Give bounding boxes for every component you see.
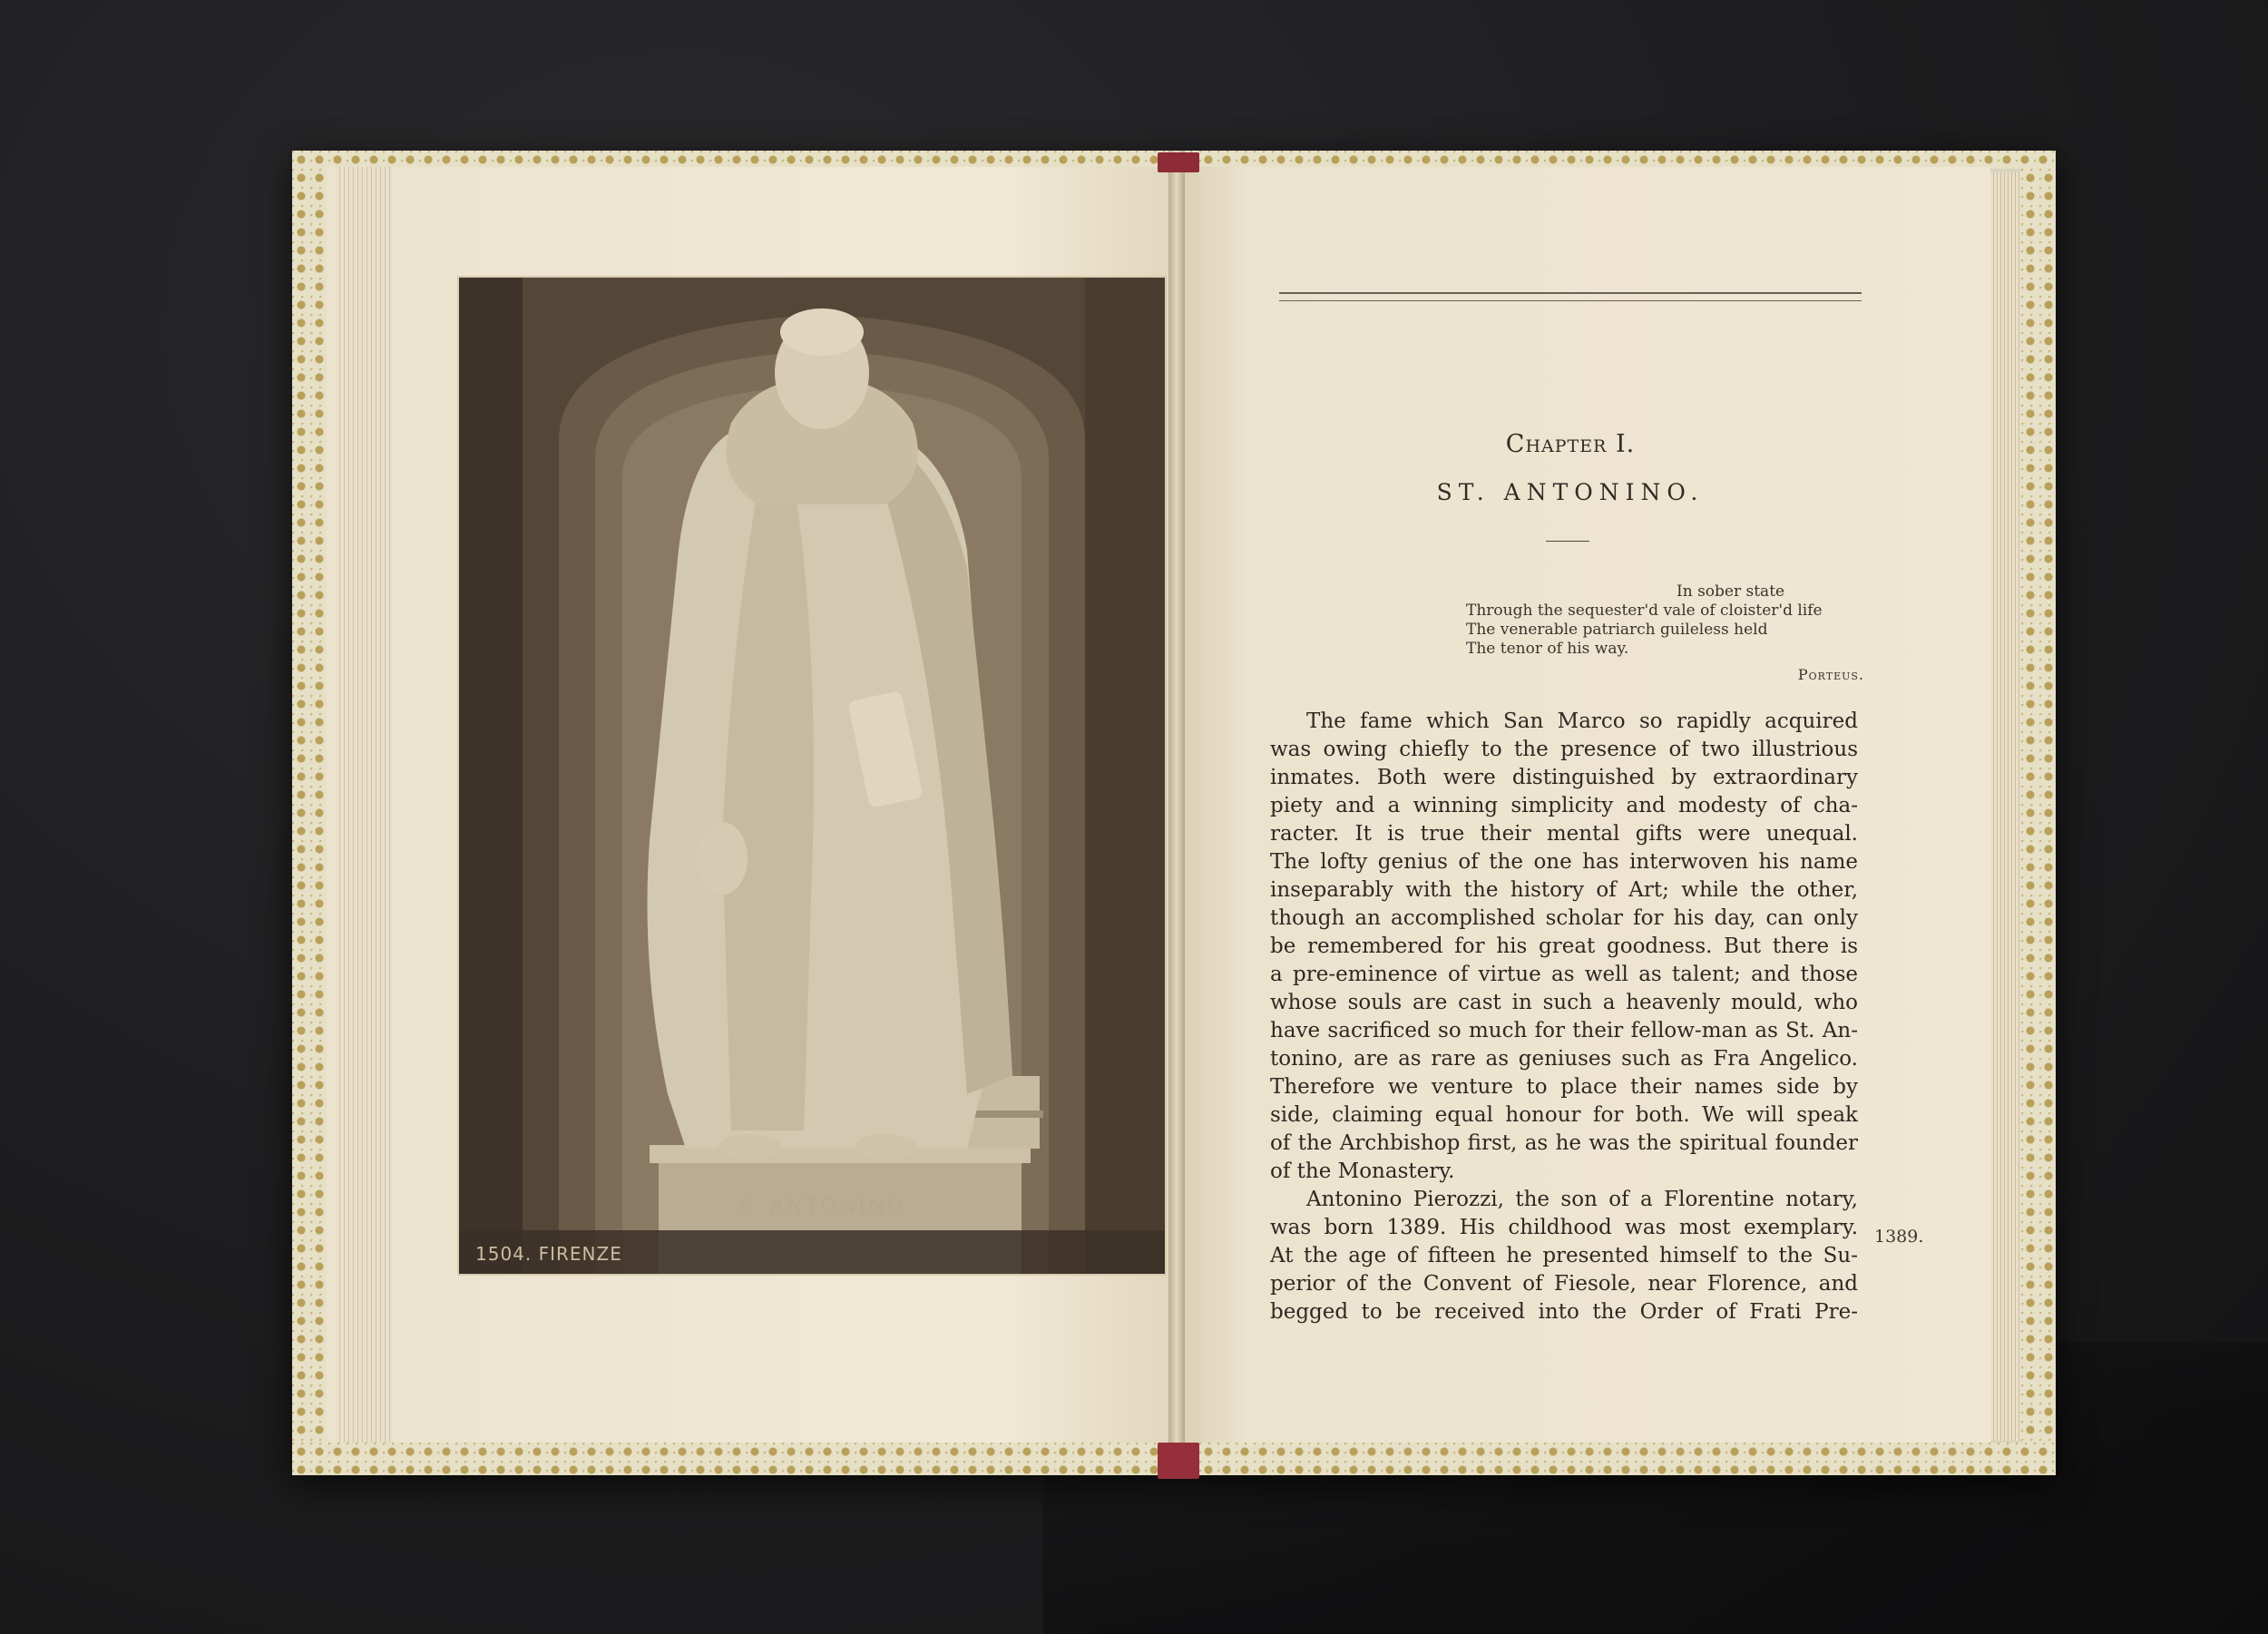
body-line: Therefore we venture to place their names side by [1270, 1075, 1858, 1099]
header-rule [1279, 292, 1862, 301]
statue-illustration [459, 278, 1165, 1274]
body-line: inmates. Both were distinguished by extraordinary [1270, 766, 1858, 789]
bookmark-ribbon-top [1158, 152, 1199, 172]
body-line: racter. It is true their mental gifts were unequal. [1270, 822, 1858, 846]
epigraph-line: The venerable patriarch guileless held [1466, 621, 1768, 639]
body-line: of the Monastery. [1270, 1159, 1455, 1183]
right-page-edges [1990, 172, 2021, 1441]
cover-border-right [2021, 151, 2056, 1475]
body-line: The lofty genius of the one has interwoven his name [1270, 850, 1858, 874]
body-line: was owing chiefly to the presence of two illustrious [1270, 738, 1858, 761]
title-divider [1546, 541, 1589, 542]
body-line: have sacrificed so much for their fellow-man as St. An- [1270, 1019, 1858, 1042]
photo-caption: 1504. FIRENZE [475, 1243, 622, 1265]
body-line: The fame which San Marco so rapidly acquired [1306, 709, 1858, 733]
body-line: perior of the Convent of Fiesole, near Florence, and [1270, 1272, 1858, 1296]
chapter-body [1270, 708, 1858, 1326]
left-page-edges [336, 167, 392, 1443]
body-line: At the age of fifteen he presented himself to the Su- [1270, 1244, 1858, 1267]
statue-photograph [459, 278, 1165, 1274]
body-line: a pre-eminence of virtue as well as talent; and those [1270, 963, 1858, 986]
body-line: Antonino Pierozzi, the son of a Florentine notary, [1306, 1188, 1858, 1211]
body-line: begged to be received into the Order of Frati Pre- [1270, 1300, 1858, 1324]
body-line: was born 1389. His childhood was most exemplary. [1270, 1216, 1858, 1239]
margin-note-year: 1389. [1874, 1227, 1924, 1247]
body-line: whose souls are cast in such a heavenly mould, who [1270, 991, 1858, 1014]
body-line: of the Archbishop first, as he was the spiritual founder [1270, 1131, 1858, 1155]
epigraph [1466, 582, 1865, 659]
epigraph-line: In sober state [1677, 582, 1785, 601]
epigraph-attribution: Porteus. [1797, 666, 1864, 683]
chapter-title: Chapter I. [1505, 430, 1636, 458]
epigraph-line: The tenor of his way. [1466, 640, 1629, 658]
chapter-subtitle: ST. ANTONINO. [1436, 479, 1705, 505]
body-line: piety and a winning simplicity and modesty of cha- [1270, 794, 1858, 817]
body-line: tonino, are as rare as geniuses such as Fra Angelico. [1270, 1047, 1858, 1071]
body-line: be remembered for his great goodness. But there is [1270, 934, 1858, 958]
bookmark-ribbon-bottom [1158, 1443, 1199, 1479]
plinth-inscription: S. ANTONINO [738, 1196, 905, 1218]
body-line: inseparably with the history of Art; while the other, [1270, 878, 1858, 902]
book-spine [1168, 151, 1185, 1475]
body-line: side, claiming equal honour for both. We will speak [1270, 1103, 1858, 1127]
cover-border-left [292, 151, 327, 1475]
epigraph-line: Through the sequester'd vale of cloister'd life [1466, 602, 1823, 620]
body-line: though an accomplished scholar for his day, can only [1270, 906, 1858, 930]
